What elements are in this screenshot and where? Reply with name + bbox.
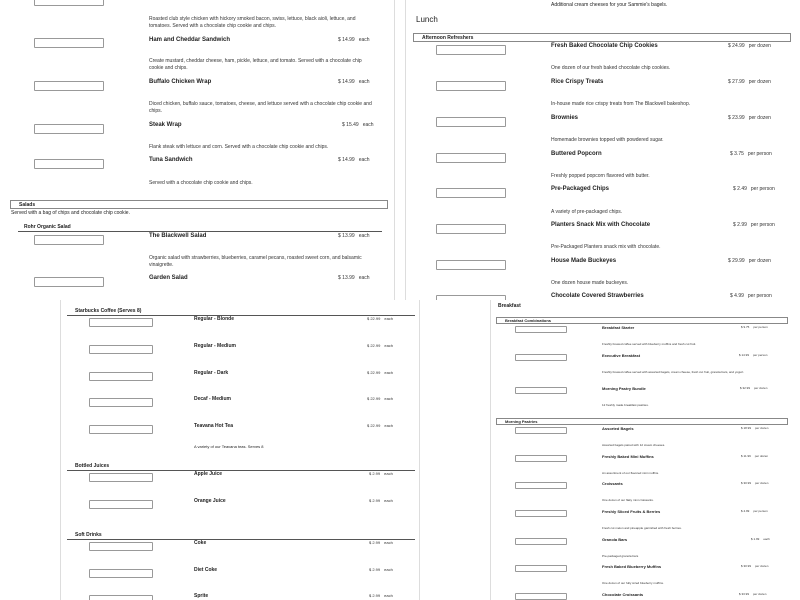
quantity-input[interactable] bbox=[34, 277, 104, 287]
item-name: Brownies bbox=[551, 115, 579, 121]
item-price: $ 14.99 each bbox=[338, 157, 370, 163]
item-price: $ 14.99 each bbox=[338, 79, 370, 85]
item-price: $ 13.99 each bbox=[338, 233, 370, 239]
item-price: $ 2.99 each bbox=[369, 593, 393, 598]
item-name: Orange Juice bbox=[194, 498, 226, 504]
item-description: A variety of pre-packaged chips. bbox=[551, 209, 623, 215]
item-name: Apple Juice bbox=[194, 471, 223, 477]
item-description: A variety of our Teavana teas. Serves 8 bbox=[194, 444, 264, 449]
item-price: $ 22.99 each bbox=[367, 316, 394, 321]
item-price: $ 9.75 per person bbox=[741, 325, 768, 329]
item-name: Chocolate Croissants bbox=[602, 592, 644, 597]
quantity-input[interactable] bbox=[89, 542, 153, 551]
item-name: Diet Coke bbox=[194, 567, 218, 573]
item-price: $ 29.99 per dozen bbox=[728, 258, 771, 264]
quantity-input[interactable] bbox=[34, 81, 104, 91]
section-header-afternoon-refreshers[interactable] bbox=[413, 33, 791, 42]
item-name: Fresh Baked Blueberry Muffins bbox=[602, 564, 662, 569]
item-price: $ 14.99 per person bbox=[739, 353, 768, 357]
quantity-input[interactable] bbox=[89, 473, 153, 482]
item-price: $ 32.99 per dozen bbox=[740, 386, 768, 390]
item-description: Organic salad with strawberries, blueberries, caramel pecans, roasted sweet corn, and balsamic vinaigrette. bbox=[149, 255, 362, 268]
item-name: Morning Pastry Bundle bbox=[602, 386, 646, 391]
item-description: An assortment of our flavored mini muffins. bbox=[602, 471, 659, 475]
item-price: $ 1.99 each bbox=[751, 537, 770, 541]
item-description: Freshly brewed coffee served with assorted bagels, cream cheese, fresh cut fruit, granola bars, and yogurt. bbox=[602, 370, 745, 374]
item-description: Diced chicken, buffalo sauce, tomatoes, cheese, and lettuce served with a chocolate chip cookie and chips. bbox=[149, 101, 372, 114]
beverages-menu-panel bbox=[60, 300, 420, 600]
quantity-input[interactable] bbox=[436, 81, 506, 91]
divider bbox=[67, 539, 415, 540]
item-name: Coke bbox=[194, 540, 207, 546]
item-name: Ham and Cheddar Sandwich bbox=[149, 37, 231, 43]
item-price: $ 2.49 per person bbox=[733, 186, 775, 192]
item-price: $ 30.99 per dozen bbox=[741, 481, 769, 485]
quantity-input[interactable] bbox=[34, 235, 104, 245]
item-name: Fresh Baked Chocolate Chip Cookies bbox=[551, 43, 658, 49]
section-title-breakfast: Breakfast bbox=[498, 303, 521, 309]
item-description: One dozen house made buckeyes. bbox=[551, 280, 629, 286]
item-name: Assorted Bagels bbox=[602, 426, 634, 431]
quantity-input[interactable] bbox=[34, 38, 104, 48]
item-name: Buffalo Chicken Wrap bbox=[149, 79, 212, 85]
quantity-input[interactable] bbox=[89, 569, 153, 578]
section-title: Afternoon Refreshers bbox=[422, 35, 474, 41]
item-description: One dozen of our flaky mini croissants. bbox=[602, 498, 654, 502]
item-price: $ 22.99 each bbox=[367, 370, 394, 375]
quantity-input[interactable] bbox=[436, 117, 506, 127]
breakfast-menu-panel bbox=[490, 300, 800, 600]
section-title: Morning Pastries bbox=[505, 419, 538, 424]
quantity-input[interactable] bbox=[515, 427, 567, 434]
divider bbox=[67, 315, 415, 316]
quantity-input[interactable] bbox=[515, 538, 567, 545]
item-name: Tuna Sandwich bbox=[149, 157, 193, 163]
section-title: Soft Drinks bbox=[75, 532, 102, 538]
quantity-input[interactable] bbox=[515, 326, 567, 333]
item-name: Granola Bars bbox=[602, 537, 628, 542]
item-name: Sprite bbox=[194, 593, 209, 599]
quantity-input[interactable] bbox=[34, 159, 104, 169]
item-description: In-house made rice crispy treats from The Blackwell bakeshop. bbox=[551, 101, 691, 107]
quantity-input[interactable] bbox=[436, 188, 506, 198]
section-title: Breakfast Combinations bbox=[505, 318, 552, 323]
item-name: Croissants bbox=[602, 481, 623, 486]
lunch-menu-panel-left bbox=[0, 0, 395, 300]
quantity-input[interactable] bbox=[34, 0, 104, 6]
item-name: Freshly Baked Mini Muffins bbox=[602, 454, 654, 459]
section-title: Salads bbox=[19, 202, 36, 208]
item-name: Freshly Sliced Fruits & Berries bbox=[602, 509, 661, 514]
item-price: $ 2.99 each bbox=[369, 540, 393, 545]
quantity-input[interactable] bbox=[515, 354, 567, 361]
item-price: $ 24.99 per dozen bbox=[728, 43, 771, 49]
quantity-input[interactable] bbox=[89, 425, 153, 434]
item-price: $ 2.99 each bbox=[369, 471, 393, 476]
section-header-morning-pastries[interactable] bbox=[496, 418, 788, 425]
item-description: Served with a chocolate chip cookie and chips. bbox=[149, 180, 253, 186]
item-description: Pre-packaged granola bars bbox=[602, 554, 639, 558]
divider bbox=[18, 231, 382, 232]
quantity-input[interactable] bbox=[515, 565, 567, 572]
item-description: Homemade brownies topped with powdered sugar. bbox=[551, 137, 664, 143]
item-description: Flank steak with lettuce and corn. Served with a chocolate chip cookie and chips. bbox=[149, 144, 329, 150]
item-price: $ 2.99 each bbox=[369, 567, 393, 572]
item-description: Freshly popped popcorn flavored with butter. bbox=[551, 173, 650, 179]
item-price: $ 13.99 each bbox=[338, 275, 370, 281]
item-name: Buttered Popcorn bbox=[551, 151, 602, 157]
quantity-input[interactable] bbox=[34, 124, 104, 134]
quantity-input[interactable] bbox=[515, 482, 567, 489]
item-description: 12 freshly made breakfast pastries. bbox=[602, 403, 649, 407]
item-price: $ 27.99 per dozen bbox=[728, 79, 771, 85]
item-name: Pre-Packaged Chips bbox=[551, 186, 610, 192]
item-price: $ 18.99 per dozen bbox=[741, 426, 769, 430]
item-description: Additional cream cheeses for your Sammie's bagels. bbox=[551, 2, 668, 8]
item-description: Fresh cut melon and pineapple garnished with fresh berries. bbox=[602, 526, 682, 530]
lunch-menu-panel-right bbox=[405, 0, 800, 300]
item-description: Assorted bagels paired with 12 cream cheeses. bbox=[602, 443, 666, 447]
item-price: $ 2.99 per person bbox=[733, 222, 775, 228]
item-price: $ 11.99 per dozen bbox=[741, 454, 769, 458]
quantity-input[interactable] bbox=[515, 387, 567, 394]
quantity-input[interactable] bbox=[515, 455, 567, 462]
item-price: $ 15.49 each bbox=[342, 122, 374, 128]
item-price: $ 2.99 each bbox=[369, 498, 393, 503]
item-description: Create mustard, cheddar cheese, ham, pickle, lettuce, and tomato. Served with a chocolate chip cookie and chips. bbox=[149, 58, 362, 71]
item-name: Rice Crispy Treats bbox=[551, 79, 604, 85]
section-description: Served with a bag of chips and chocolate chip cookie. bbox=[11, 210, 130, 216]
quantity-input[interactable] bbox=[436, 224, 506, 234]
section-header-salads[interactable] bbox=[10, 200, 388, 209]
item-name: Chocolate Covered Strawberries bbox=[551, 293, 644, 299]
item-name: The Blackwell Salad bbox=[149, 233, 207, 239]
item-name: Decaf - Medium bbox=[194, 396, 231, 402]
item-description: One dozen of our fully sized blueberry muffins. bbox=[602, 581, 664, 585]
item-name: Teavana Hot Tea bbox=[194, 423, 233, 429]
quantity-input[interactable] bbox=[436, 153, 506, 163]
quantity-input[interactable] bbox=[89, 345, 153, 354]
divider bbox=[67, 470, 415, 471]
item-price: $ 4.99 per person bbox=[741, 509, 768, 513]
item-price: $ 22.99 each bbox=[367, 343, 394, 348]
item-price: $ 22.99 each bbox=[367, 396, 394, 401]
item-name: Regular - Dark bbox=[194, 370, 229, 376]
item-description: Roasted club style chicken with hickory smoked bacon, swiss, lettuce, black aioli, lettuce, and tomatoes. Served with a chocolate chip cookie and chips. bbox=[149, 16, 356, 29]
section-title: Bottled Juices bbox=[75, 463, 110, 469]
quantity-input[interactable] bbox=[436, 260, 506, 270]
item-price: $ 22.99 each bbox=[367, 423, 394, 428]
item-name: Steak Wrap bbox=[149, 122, 182, 128]
item-price: $ 3.75 per person bbox=[730, 151, 772, 157]
section-header-breakfast-combinations[interactable] bbox=[496, 317, 788, 324]
quantity-input[interactable] bbox=[89, 500, 153, 509]
quantity-input[interactable] bbox=[515, 510, 567, 517]
item-name: House Made Buckeyes bbox=[551, 258, 617, 264]
section-title: Starbucks Coffee (Serves 8) bbox=[75, 308, 142, 314]
quantity-input[interactable] bbox=[515, 593, 567, 600]
section-title-lunch: Lunch bbox=[416, 15, 438, 24]
item-name: Regular - Blonde bbox=[194, 316, 235, 322]
item-price: $ 30.99 per dozen bbox=[741, 564, 769, 568]
item-price: $ 14.99 each bbox=[338, 37, 370, 43]
item-name: Regular - Medium bbox=[194, 343, 236, 349]
item-name: Breakfast Starter bbox=[602, 325, 635, 330]
item-name: Executive Breakfast bbox=[602, 353, 641, 358]
item-price: $ 23.99 per dozen bbox=[728, 115, 771, 121]
item-description: One dozen of our fresh baked chocolate chip cookies. bbox=[551, 65, 671, 71]
item-name: Planters Snack Mix with Chocolate bbox=[551, 222, 651, 228]
item-description: Freshly brewed coffee served with blueberry muffins and fresh cut fruit. bbox=[602, 342, 697, 346]
quantity-input[interactable] bbox=[89, 595, 153, 600]
quantity-input[interactable] bbox=[89, 318, 153, 327]
quantity-input[interactable] bbox=[89, 398, 153, 407]
item-price: $ 33.99 per dozen bbox=[739, 592, 767, 596]
subsection-title: Rohr Organic Salad bbox=[24, 224, 71, 230]
quantity-input[interactable] bbox=[89, 372, 153, 381]
item-name: Garden Salad bbox=[149, 275, 188, 281]
item-description: Pre-Packaged Planters snack mix with chocolate. bbox=[551, 244, 661, 250]
quantity-input[interactable] bbox=[436, 45, 506, 55]
item-price: $ 4.99 per person bbox=[730, 293, 772, 299]
